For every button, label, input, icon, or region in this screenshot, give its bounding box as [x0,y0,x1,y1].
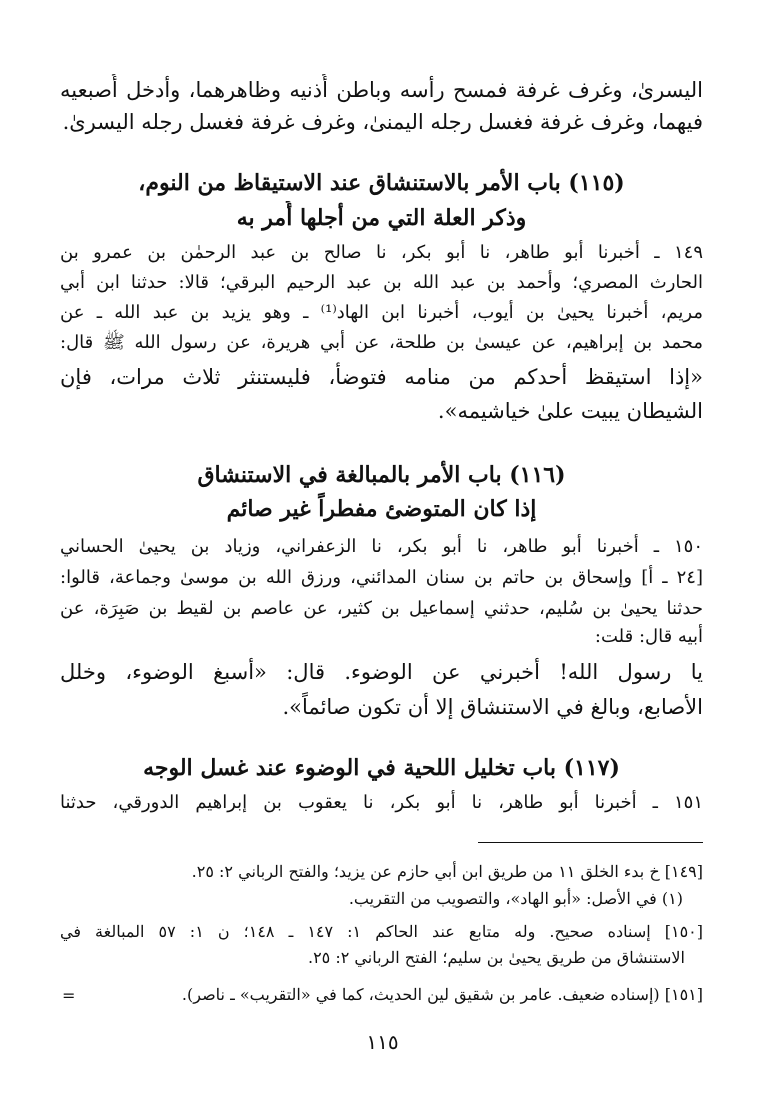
footnote-150-line-1: [١٥٠] إسناده صحيح. وله متابع عند الحاكم ١: ١٤٧ ـ ١٤٨؛ ن ١: ٥٧ المبالغة في [60,922,703,941]
hadith-149-line-1: ١٤٩ ـ أخبرنا أبو طاهر، نا أبو بكر، نا صالح بن عبد الرحمٰن بن عمرو بن [60,242,703,263]
hadith-149-line-4: محمد بن إبراهيم، عن عيسىٰ بن طلحة، عن أبي هريرة، عن رسول الله ﷺ قال: [60,332,703,353]
hadith-150-text-line-1: يا رسول الله! أخبرني عن الوضوء. قال: «أسبغ الوضوء، وخلل [60,660,703,684]
hadith-150-line-1: ١٥٠ ـ أخبرنا أبو طاهر، نا أبو بكر، نا الزعفراني، وزياد بن يحيىٰ الحساني [60,536,703,557]
chapter-117-title: (١١٧) باب تخليل اللحية في الوضوء عند غسل الوجه [143,755,620,781]
chapter-116-title: (١١٦) باب الأمر بالمبالغة في الاستنشاق [197,462,566,488]
footnote-divider [478,842,703,843]
hadith-150-line-4: أبيه قال: قلت: [594,626,703,647]
hadith-149-line-2: الحارث المصري؛ وأحمد بن عبد الله بن عبد الرحيم البرقي؛ قالا: حدثنا ابن أبي [60,272,703,293]
hadith-151-line-1: ١٥١ ـ أخبرنا أبو طاهر، نا أبو بكر، نا يعقوب بن إبراهيم الدورقي، حدثنا [60,792,703,813]
continuation-marker: = [62,986,76,1005]
footnote-1: (١) في الأصل: «أبو الهاد»، والتصويب من التقريب. [348,889,683,908]
footnote-150-line-2: الاستنشاق من طريق يحيىٰ بن سليم؛ الفتح الرباني ٢: ٢٥. [307,948,685,967]
footnote-151: [١٥١] (إسناده ضعيف. عامر بن شقيق لين الحديث، كما في «التقريب» ـ ناصر). [181,985,703,1004]
footnote-149: [١٤٩] خ بدء الخلق ١١ من طريق ابن أبي حازم عن يزيد؛ والفتح الرباني ٢: ٢٥. [191,862,703,881]
intro-line-2: فيهما، وغرف غرفة فغسل رجله اليمنىٰ، وغرف غرفة فغسل رجله اليسرىٰ. [62,110,703,134]
hadith-149-text-line-2: الشيطان يبيت علىٰ خياشيمه». [437,399,703,423]
chapter-115-subtitle: وذكر العلة التي من أجلها أُمر به [236,205,527,231]
hadith-149-line-3: مريم، أخبرنا يحيىٰ بن أيوب، أخبرنا ابن الهاد⁽¹⁾ ـ وهو يزيد بن عبد الله ـ عن [60,302,703,323]
hadith-149-text-line-1: «إذا استيقظ أحدكم من منامه فتوضأ، فليستنثر ثلاث مرات، فإن [60,365,703,389]
hadith-150-line-2: [٢٤ ـ أ] وإسحاق بن حاتم بن سنان المدائني، ورزق الله بن موسىٰ وجماعة، قالوا: [60,567,703,588]
hadith-150-line-3: حدثنا يحيىٰ بن سُليم، حدثني إسماعيل بن كثير، عن عاصم بن لقيط بن صَبِرَة، عن [60,598,703,619]
page-number: ١١٥ [366,1030,399,1054]
chapter-116-subtitle: إذا كان المتوضئ مفطراً غير صائم [226,496,537,522]
chapter-115-title: (١١٥) باب الأمر بالاستنشاق عند الاستيقاظ من النوم، [138,170,625,196]
hadith-150-text-line-2: الأصابع، وبالغ في الاستنشاق إلا أن تكون صائماً». [282,695,703,719]
intro-line-1: اليسرىٰ، وغرف غرفة فمسح رأسه وباطن أُذنيه وظاهرهما، وأدخل أُصبعيه [60,78,703,102]
